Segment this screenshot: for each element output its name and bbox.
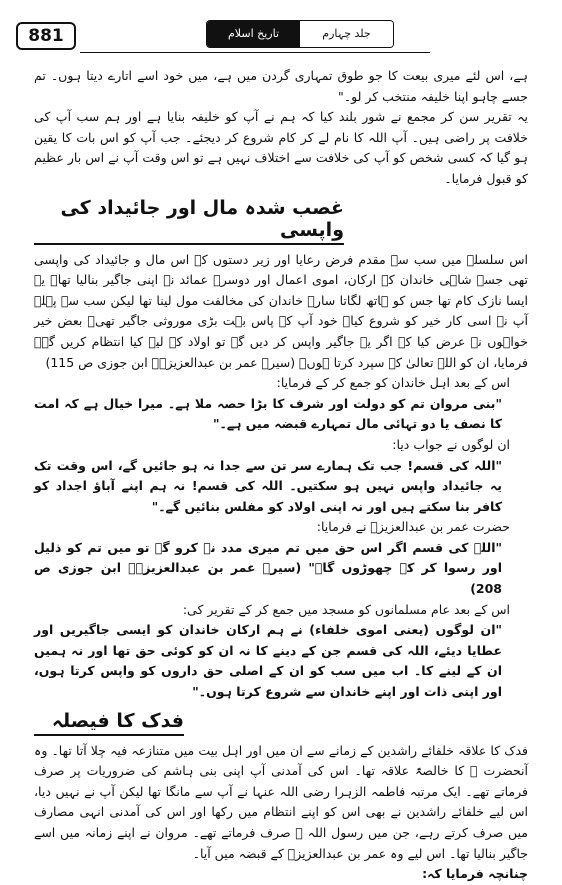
body-paragraph: یہ تقریر سن کر مجمع نے شور بلند کیا کہ ہم نے آپ کو خلیفہ بنایا ہے اور ہم سب آپ کی خلافت پر راضی ہیں۔ آپ اللہ کا نام لے کر کام شروع کر دیجئے۔ جب آپ کو اس بات کا یقین ہو گیا کہ کسی شخص کو آپ کی خلافت سے اختلاف نہیں ہے تو اس وقت آپ نے اس بار عظیم کو قبول فرمایا۔: [34, 109, 528, 186]
body-paragraph: فدک کا علاقہ خلفائے راشدین کے زمانے سے ان میں اور اہل بیت میں متنازعہ فیہ چلا آتا تھا۔ وہ آنحضرت ﷺ کا خالصۃً علاقہ تھا۔ اس کی آمدنی آپ اپنی بنی ہاشم کی ضروریات پر صرف فرماتے تھے۔ ایک مرتبہ فاطمہ الزہرا رضی اللہ عنہا نے آپ سے مانگا تھا لیکن آپ نے نہیں دیا، اس لیے خلفائے راشدین نے بھی اس کو اپنے انتظام میں رکھا اور اس کی آمدنی انہی مصارف میں صرف کرتے رہے، جن میں رسول اللہ ﷺ صرف فرماتے تھے۔ مروان نے اپنے زمانہ میں اسے جاگیر بنالیا تھا۔ اس لیے وہ عمر بن عبدالعزیزؒ کے قبضہ میں آیا۔: [34, 742, 528, 861]
body-paragraph: اس کے بعد عام مسلمانوں کو مسجد میں جمع کر کے تقریر کی:: [182, 601, 510, 617]
quotation-paragraph: "اللہ کی قسم! جب تک ہمارے سر تن سے جدا نہ ہو جائیں گے، اس وقت تک یہ جائیداد واپس نہیں ہو سکتیں۔ اللہ کی قسم! نہ ہم اپنے آباؤ اجداد کو کافر بنا سکتے ہیں اور نہ اپنی اولاد کو مفلس بنائیں گے۔": [34, 457, 502, 514]
body-paragraph: چنانچہ فرمایا کہ:: [422, 866, 528, 882]
section-heading: [34, 710, 528, 736]
quotation-paragraph: "ان لوگوں (یعنی اموی خلفاء) نے ہم ارکان خاندان کو ایسی جاگیریں اور عطایا دیئے، اللہ کی قسم جن کے دینے کا نہ ان کو کوئی حق تھا اور نہ ہمیں ان کے لینے کا۔ اب میں سب کو ان کے اصلی حق داروں کو واپس کرتا ہوں، اور اپنی ذات اور اپنے خاندان سے شروع کرتا ہوں۔": [34, 622, 502, 700]
body-paragraph: اس کے بعد اہل خاندان کو جمع کر کے فرمایا:: [276, 375, 510, 391]
body-paragraph: ان لوگوں نے جواب دیا:: [392, 436, 510, 452]
header-rule: [80, 52, 430, 53]
page-number: 881: [16, 22, 76, 50]
section-heading: [34, 197, 528, 245]
running-title: [206, 20, 394, 48]
body-paragraph: حضرت عمر بن عبدالعزیزؒ نے فرمایا:: [316, 519, 510, 535]
page-body: [34, 66, 528, 885]
body-paragraph: ہے، اس لئے میری بیعت کا جو طوق تمہاری گردن میں ہے، میں خود اسے اتارے دیتا ہوں۔ تم جسے چاہو اپنا خلیفہ منتخب کر لو۔": [34, 68, 528, 104]
section-heading-text: فدک کا فیصلہ: [34, 710, 184, 736]
body-paragraph: اس سلسلہ میں سب سے مقدم فرض رعایا اور زیر دستوں کے اس مال و جائیداد کی واپسی تھی جسے شاہی خاندان کے ارکان، اموی اعمال اور دوسرے عمائد نے اپنی جاگیر بنالیا تھا۔ یہ ایسا نازک کام تھا جس کو ہاتھ لگاتا سارے خاندان کی مخالفت مول لینا تھا لیکن سب سے پہلے آپ نے اسی کار خیر کو شروع کیا۔ خود آپ کے پاس بہت بڑی موروثی جاگیر تھی۔ بعض خیر خواہوں نے عرض کیا کہ اگر یہ جاگیر واپس کر دیں گے تو اولاد کے لیے کیا انتظام کریں گے۔ فرمایا، ان کو اللہ تعالیٰ کے سپرد کرتا ہوں۔ (سیرۃ عمر بن عبدالعزیزؒ۔ ابن جوزی ص 115): [34, 251, 528, 370]
quotation-paragraph: "بنی مروان تم کو دولت اور شرف کا بڑا حصہ ملا ہے۔ میرا خیال ہے کہ امت کا نصف یا دو تہائی مال تمہارے قبضہ میں ہے۔": [34, 395, 502, 432]
volume-label: جلد چہارم: [300, 21, 393, 47]
book-title: تاریخ اسلام: [207, 21, 300, 47]
quotation-paragraph: "اللہ کی قسم اگر اس حق میں تم میری مدد نہ کرو گے تو میں تم کو ذلیل اور رسوا کر کے چھوڑوں گا۔" (سیرۃ عمر بن عبدالعزیزؒ۔ ابن جوزی ص 208): [34, 539, 502, 597]
page-header: [10, 18, 550, 58]
section-heading-text: غصب شدہ مال اور جائیداد کی واپسی: [34, 197, 344, 245]
